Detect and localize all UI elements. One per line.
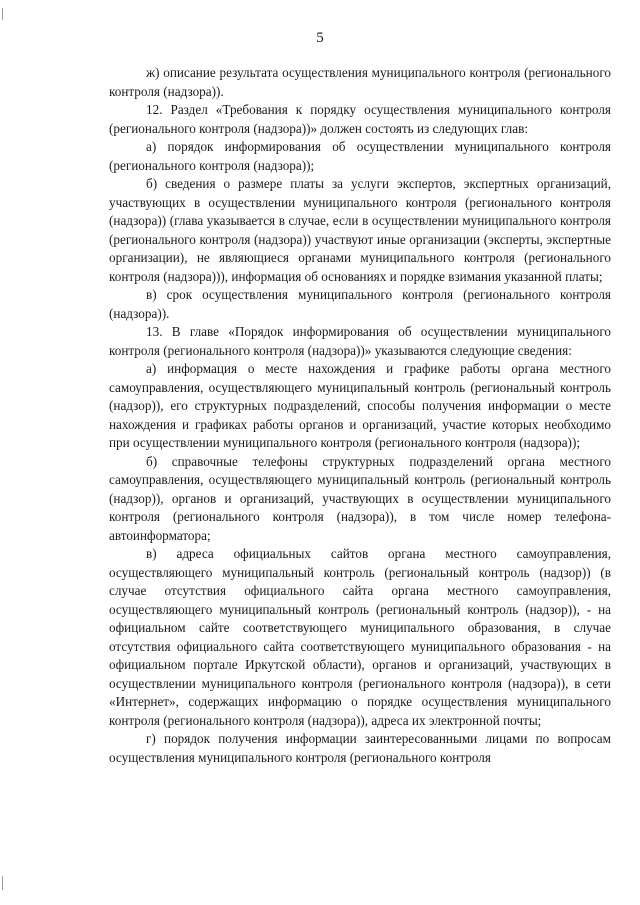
paragraph-zh-result-description: ж) описание результата осуществления муниципального контроля (регионального контроля (надзора)). [109, 65, 611, 99]
paragraph-v-official-websites: в) адреса официальных сайтов органа местного самоуправления, осуществляющего муниципальный контроль (региональный контроль (надзор)) (в случае отсутствия официального сайта органа местного самоуправления, осуществляющего муниципальный контроль (региональный контроль (надзор)), - на официальном сайте соответствующего муниципального образования, в случае отсутствия официального сайта соответствующего муниципального образования - на официальном портале Иркутской области), органов и организаций, участвующих в осуществлении муниципального контроля (регионального контроля (надзора)), в сети «Интернет», содержащих информацию о порядке осуществления муниципального контроля (регионального контроля (надзора)), адреса их электронной почты; [109, 546, 611, 728]
paragraph-b-expert-fees: б) сведения о размере платы за услуги экспертов, экспертных организаций, участвующих в осуществлении муниципального контроля (регионального контроля (надзора)) (глава указывается в случае, если в осуществлении муниципального контроля (регионального контроля (надзора)) участвуют иные организации (эксперты, экспертные организации), не являющиеся органами муниципального контроля (регионального контроля (надзора))), информация об основаниях и порядке взимания указанной платы; [109, 176, 611, 284]
page-number: 5 [316, 30, 324, 46]
paragraph-a-informing-procedure: а) порядок информирования об осуществлении муниципального контроля (регионального контроля (надзора)); [109, 139, 611, 173]
scan-edge-mark-top [2, 8, 3, 20]
document-body [109, 64, 611, 767]
paragraph-13-informing-chapter: 13. В главе «Порядок информирования об осуществлении муниципального контроля (регионального контроля (надзора))» указываются следующие сведения: [109, 324, 611, 358]
paragraph-b-reference-phones: б) справочные телефоны структурных подразделений органа местного самоуправления, осуществляющего муниципальный контроль (региональный контроль (надзор)), органов и организаций, участвующих в осуществлении муниципального контроля (регионального контроля (надзора)), в том числе номер телефона-автоинформатора; [109, 453, 611, 543]
paragraph-a-location-schedule: а) информация о месте нахождения и графике работы органа местного самоуправления, осуществляющего муниципальный контроль (региональный контроль (надзор)), его структурных подразделений, способы получения информации о месте нахождения и графиках работы органов и организаций, участие которых необходимо при осуществлении муниципального контроля (регионального контроля (надзора)); [109, 361, 611, 450]
scan-edge-mark-bottom [2, 876, 3, 890]
paragraph-12-section-requirements: 12. Раздел «Требования к порядку осуществления муниципального контроля (регионального контроля (надзора))» должен состоять из следующих глав: [109, 102, 611, 136]
paragraph-v-control-term: в) срок осуществления муниципального контроля (регионального контроля (надзора)). [109, 287, 611, 321]
paragraph-g-information-procedure: г) порядок получения информации заинтересованными лицами по вопросам осуществления муниципального контроля (регионального контроля [109, 731, 611, 765]
